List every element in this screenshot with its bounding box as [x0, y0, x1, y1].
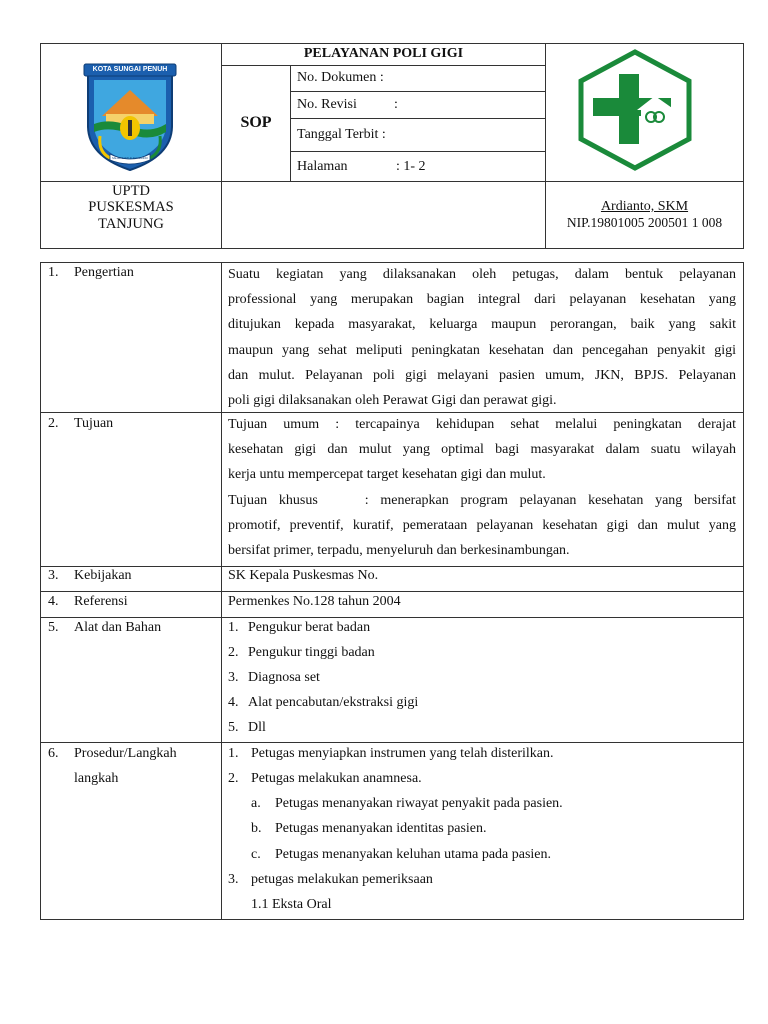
section-label-pengertian: Pengertian	[74, 265, 134, 280]
paragraph-line: bersifat primer, terpadu, menyeluruh dan berkesinambungan.	[228, 542, 570, 558]
list-subitem-letter: c.	[251, 847, 261, 862]
list-subitem-letter: a.	[251, 796, 261, 811]
list-item-number: 4.	[228, 695, 239, 710]
halaman-value: : 1- 2	[396, 159, 426, 174]
referensi-text: Permenkes No.128 tahun 2004	[228, 594, 401, 609]
paragraph-line: Tujuan khusus : menerapkan program pelayanan kesehatan yang bersifat	[228, 492, 736, 508]
paragraph-line: maupun yang sehat meliputi peningkatan kesehatan dan pencegahan penyakit gigi	[228, 342, 736, 358]
signer-nip: NIP.19801005 200501 1 008	[566, 215, 723, 230]
list-item: Pengukur tinggi badan	[248, 645, 375, 660]
paragraph-line: poli gigi dilaksanakan oleh Perawat Gigi dan perawat gigi.	[228, 392, 557, 408]
list-subitem: Petugas menanyakan riwayat penyakit pada pasien.	[275, 796, 563, 811]
halaman-label: Halaman	[297, 159, 348, 174]
tujuan-paragraph	[228, 412, 736, 563]
no-revisi-colon: :	[394, 97, 398, 112]
list-item: petugas melakukan pemeriksaan	[251, 872, 433, 887]
list-item-number: 1.	[228, 620, 239, 635]
uptd-line-2: PUSKESMAS	[88, 199, 174, 215]
tanggal-terbit-label: Tanggal Terbit :	[297, 127, 386, 142]
list-item-number: 2.	[228, 771, 239, 786]
list-subitem-letter: b.	[251, 821, 262, 836]
paragraph-line: kesehatan gigi dan mulut yang optimal bagi masyarakat dalam suatu wilayah	[228, 442, 736, 458]
paragraph-line: kerja untu mempercepat target kesehatan gigi dan mulut.	[228, 467, 546, 483]
section-label-prosedur: Prosedur/Langkah	[74, 746, 177, 761]
section-label-referensi: Referensi	[74, 594, 128, 609]
list-item-number: 3.	[228, 872, 239, 887]
paragraph-line: promotif, preventif, kuratif, pemerataan pelayanan kesehatan gigi dan mulut yang	[228, 517, 736, 533]
kebijakan-text: SK Kepala Puskesmas No.	[228, 568, 379, 583]
crest-motto-text: SALAM SAKTI ALAM KERINCI	[112, 157, 148, 160]
paragraph-line: dan mulut. Pelayanan poli gigi melayani pasien umum, JKN, BPJS. Pelayanan	[228, 367, 736, 383]
list-item-number: 3.	[228, 670, 239, 685]
puskesmas-logo	[575, 48, 695, 172]
uptd-line-1: UPTD	[112, 183, 150, 199]
section-number: 5.	[48, 620, 59, 635]
paragraph-line: professional yang merupakan bagian integral dari pelayanan kesehatan yang	[228, 292, 736, 308]
paragraph-line: Suatu kegiatan yang dilaksanakan oleh petugas, dalam bentuk pelayanan	[228, 267, 736, 282]
list-subitem: 1.1 Eksta Oral	[251, 897, 332, 912]
section-number: 1.	[48, 265, 59, 280]
section-number: 2.	[48, 416, 59, 431]
list-item-number: 2.	[228, 645, 239, 660]
list-item-number: 1.	[228, 746, 239, 761]
section-label-tujuan: Tujuan	[74, 416, 114, 431]
list-subitem: Petugas menanyakan identitas pasien.	[275, 821, 487, 836]
no-dokumen-label: No. Dokumen :	[297, 70, 384, 85]
section-label-prosedur-line2: langkah	[74, 771, 119, 786]
signer-name: Ardianto, SKM	[600, 199, 689, 214]
paragraph-line: ditujukan kepada masyarakat, keluarga maupun perorangan, baik yang sakit	[228, 317, 736, 333]
section-number: 3.	[48, 568, 59, 583]
section-label-kebijakan: Kebijakan	[74, 568, 132, 583]
uptd-line-3: TANJUNG	[98, 216, 164, 232]
list-item: Alat pencabutan/ekstraksi gigi	[248, 695, 419, 710]
crest-banner-text: KOTA SUNGAI PENUH	[92, 66, 168, 73]
section-number: 6.	[48, 746, 59, 761]
list-item-number: 5.	[228, 720, 239, 735]
list-item: Diagnosa set	[248, 670, 320, 685]
section-number: 4.	[48, 594, 59, 609]
list-item: Petugas menyiapkan instrumen yang telah disterilkan.	[251, 746, 554, 761]
document-title: PELAYANAN POLI GIGI	[303, 46, 464, 61]
sop-label: SOP	[240, 114, 272, 131]
list-item: Pengukur berat badan	[248, 620, 371, 635]
list-item: Petugas melakukan anamnesa.	[251, 771, 422, 786]
no-revisi-label: No. Revisi	[297, 97, 357, 112]
paragraph-line: Tujuan umum : tercapainya kehidupan sehat melalui peningkatan derajat	[228, 417, 736, 432]
list-item: Dll	[248, 720, 266, 735]
list-subitem: Petugas menanyakan keluhan utama pada pasien.	[275, 847, 552, 862]
pengertian-paragraph	[228, 262, 736, 413]
section-label-alat-bahan: Alat dan Bahan	[74, 620, 162, 635]
